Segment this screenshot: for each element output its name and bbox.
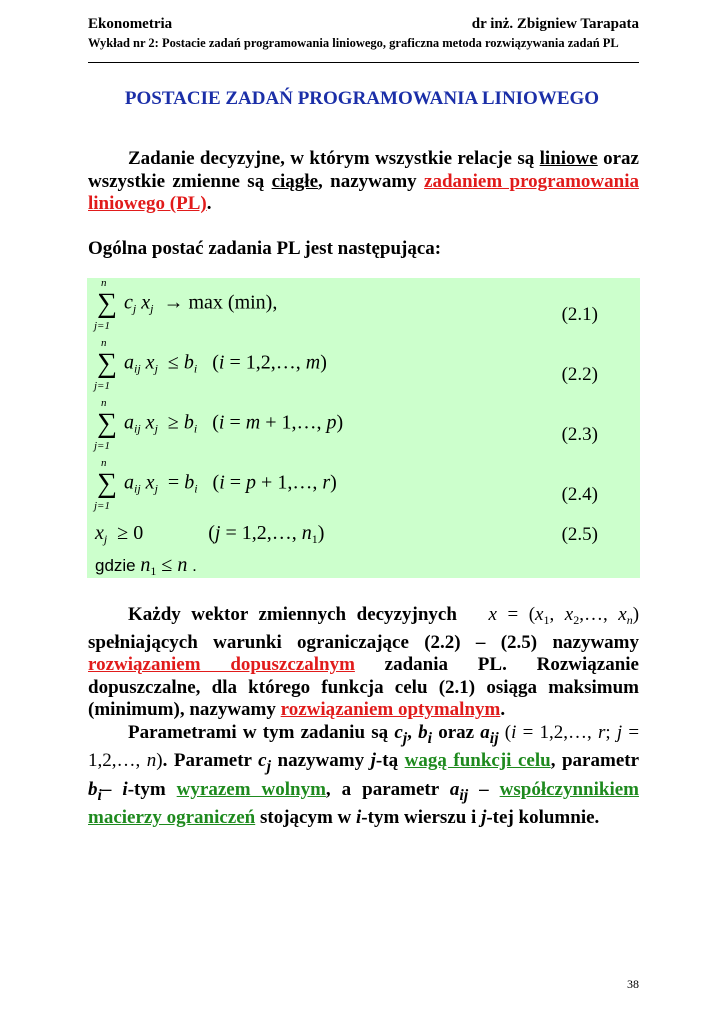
definition-paragraph: Zadanie decyzyjne, w którym wszystkie relacje są liniowe oraz wszystkie zmienne są ciągłe, nazywamy zadaniem programowania liniowego (PL). xyxy=(88,148,639,215)
term-zadanie-pl: zadaniem programowania liniowego (PL) xyxy=(88,170,639,215)
index-range-formula: (i = 1,2,…, r; j = 1,2,…, n) xyxy=(88,722,640,772)
equation-2-2: n ∑ j=1 $a_{ij}$ $x_j \le b_i$ (i = 1,2,…, m) xyxy=(94,337,327,392)
equation-number: (2.2) xyxy=(561,364,598,385)
page-number: 38 xyxy=(627,977,639,991)
term-wyraz-wolny: wyrazem wolnym xyxy=(176,778,326,800)
header-divider xyxy=(88,62,639,63)
header-lecture: Wykład nr 2: Postacie zadań programowania liniowego, graficzna metoda rozwiązywania zadań PL xyxy=(88,36,619,50)
parameters-paragraph: Parametrami w tym zadaniu są $c_j$, $b_i$ oraz $a_{ij}$ (i = 1,2,…, r; j = 1,2,…, n). Parametr $c_j$ nazywamy j-tą wagą funkcji celu, parametr $b_i-$ i-tym wyrazem wolnym, a parametr $a_{ij}$ – współczynnikiem macierzy ograniczeń stojącym w i-tym wierszu i j-tej kolumnie. xyxy=(88,722,640,829)
header-course: Ekonometria xyxy=(88,16,173,32)
term-waga-funkcji-celu: wagą funkcji celu xyxy=(404,750,551,772)
equation-2-1: n ∑ j=1 $c_j$ $x_j \to \max (\min)$, xyxy=(94,277,278,332)
equation-number: (2.4) xyxy=(561,484,598,505)
decision-vector-formula: $x = (x_1$, $x_2,\dots$, $x_n$) xyxy=(488,604,640,627)
page-title: POSTACIE ZADAŃ PROGRAMOWANIA LINIOWEGO xyxy=(124,88,600,109)
general-form-heading: Ogólna postać zadania PL jest następująca: xyxy=(88,238,442,259)
equation-number: (2.3) xyxy=(561,424,598,445)
formula-box xyxy=(87,278,640,578)
term-liniowe: liniowe xyxy=(539,148,598,169)
term-wspolczynnik-macierzy: współczynnikiem macierzy ograniczeń xyxy=(88,778,639,829)
equation-2-5: $x_j \ge 0$ (j = 1,2,…, $n_1$) xyxy=(95,522,325,546)
equation-number: (2.5) xyxy=(561,524,598,545)
term-rozwiazanie-optymalne: rozwiązaniem optymalnym xyxy=(280,699,501,721)
equation-number: (2.1) xyxy=(561,304,598,325)
header-author: dr inż. Zbigniew Tarapata xyxy=(471,16,639,32)
term-ciagle: ciągłe xyxy=(271,170,319,192)
equation-2-4: n ∑ j=1 $a_{ij}$ $x_j = b_i$ (i = p + 1,…, r) xyxy=(94,457,337,512)
feasible-solution-paragraph: Każdy wektor zmiennych decyzyjnych $x = (x_1$, $x_2,\dots$, $x_n$) spełniających warunki ograniczające (2.2) – (2.5) nazywamy rozwiązaniem dopuszczalnym zadania PL. Rozwiązanie dopuszczalne, dla którego funkcja celu (2.1) osiąga maksimum (minimum), nazywamy rozwiązaniem optymalnym. xyxy=(88,604,640,721)
term-rozwiazanie-dopuszczalne: rozwiązaniem dopuszczalnym xyxy=(88,654,355,676)
gdzie-note: gdzie $n_1 \le n$ . xyxy=(95,554,197,578)
equation-2-3: n ∑ j=1 $a_{ij}$ $x_j \ge b_i$ (i = m + 1,…, p) xyxy=(94,397,344,452)
